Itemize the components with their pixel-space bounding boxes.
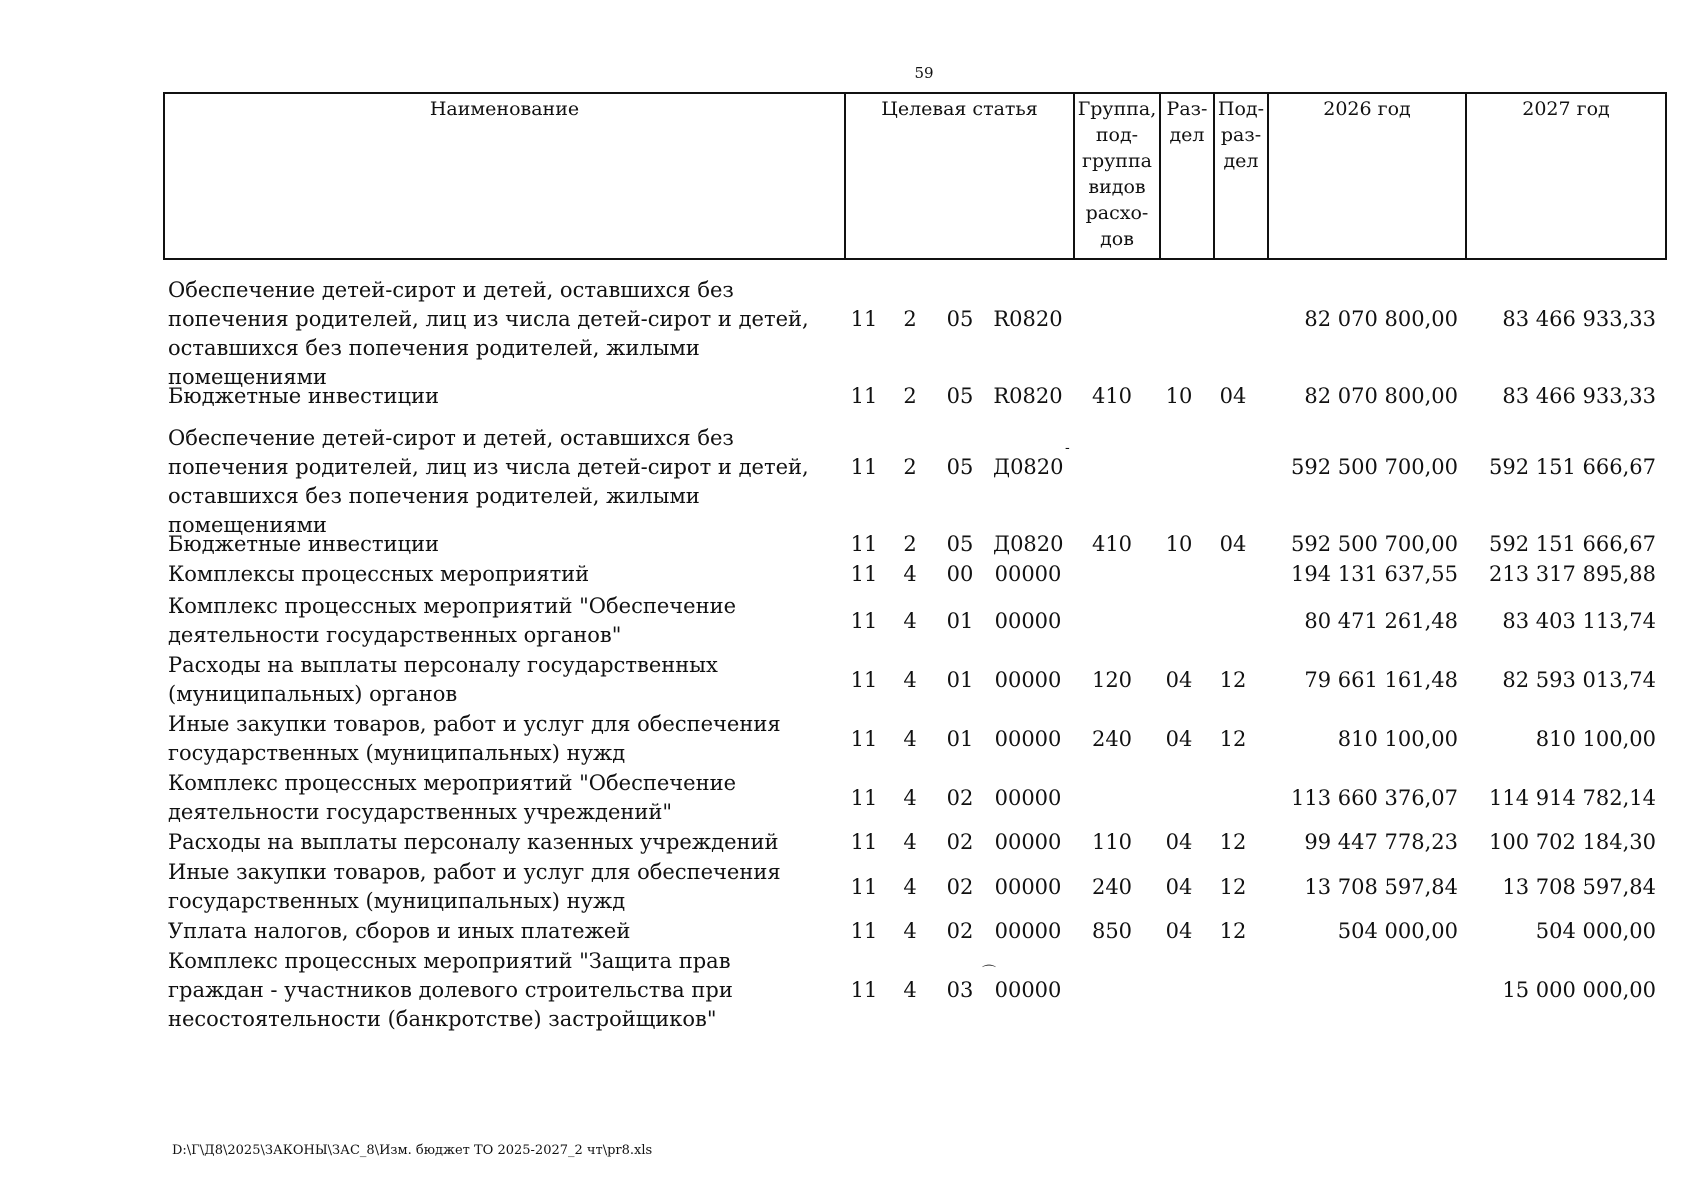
row-c4: 00000: [994, 786, 1062, 810]
row-c4: 00000: [994, 978, 1062, 1002]
pen-mark: ⌒: [982, 965, 996, 981]
row-group: 850: [1091, 919, 1133, 943]
row-y2026: 810 100,00: [1337, 727, 1458, 751]
row-group: 240: [1091, 875, 1133, 899]
header-year-2026: 2026 год: [1268, 93, 1466, 259]
row-c4: R0820: [993, 307, 1063, 331]
row-c4: 00000: [994, 668, 1062, 692]
row-name: Иные закупки товаров, работ и услуг для обеспечения государственных (муниципальных) нужд: [168, 860, 781, 913]
row-c3: 00: [946, 562, 974, 586]
row-y2026: 592 500 700,00: [1291, 455, 1458, 479]
row-c3: 03: [946, 978, 974, 1002]
row-y2026: 194 131 637,55: [1291, 562, 1458, 586]
row-c2: 4: [903, 786, 917, 810]
row-c3: 02: [946, 786, 974, 810]
row-y2026: 504 000,00: [1337, 919, 1458, 943]
row-subsection: 04: [1219, 384, 1247, 408]
row-c4: Д0820: [993, 455, 1064, 479]
row-y2027: 83 466 933,33: [1502, 384, 1656, 408]
row-name: Обеспечение детей-сирот и детей, оставшихся без попечения родителей, лиц из числа детей-сирот и детей, оставшихся без попечения родителей, жилыми помещениями: [168, 278, 809, 389]
row-c3: 01: [946, 727, 974, 751]
row-c1: 11: [850, 668, 878, 692]
pen-mark: -: [1065, 440, 1070, 456]
row-name: Комплексы процессных мероприятий: [168, 562, 590, 586]
row-y2027: 100 702 184,30: [1489, 830, 1656, 854]
row-y2027: 83 403 113,74: [1502, 609, 1656, 633]
row-name: Комплекс процессных мероприятий "Защита прав граждан - участников долевого строительства при несостоятельности (банкротстве) застройщиков": [168, 949, 733, 1031]
row-y2027: 213 317 895,88: [1489, 562, 1656, 586]
row-c1: 11: [850, 307, 878, 331]
row-y2026: 592 500 700,00: [1291, 532, 1458, 556]
row-subsection: 04: [1219, 532, 1247, 556]
row-c2: 4: [903, 668, 917, 692]
row-y2027: 504 000,00: [1535, 919, 1656, 943]
row-c2: 2: [903, 455, 917, 479]
row-c4: 00000: [994, 727, 1062, 751]
header-subsection: [1214, 93, 1268, 259]
row-y2027: 13 708 597,84: [1502, 875, 1656, 899]
row-c4: 00000: [994, 830, 1062, 854]
row-c4: 00000: [994, 919, 1062, 943]
row-name: Обеспечение детей-сирот и детей, оставшихся без попечения родителей, лиц из числа детей-сирот и детей, оставшихся без попечения родителей, жилыми помещениями: [168, 426, 809, 537]
row-group: 110: [1091, 830, 1133, 854]
row-c3: 05: [946, 455, 974, 479]
row-c2: 4: [903, 830, 917, 854]
row-name: Бюджетные инвестиции: [168, 384, 439, 408]
row-section: 04: [1165, 727, 1193, 751]
row-c4: 00000: [994, 609, 1062, 633]
row-c3: 05: [946, 307, 974, 331]
header-expense-group: [1074, 93, 1160, 259]
row-c1: 11: [850, 727, 878, 751]
header-year-2027: 2027 год: [1466, 93, 1666, 259]
row-name: Расходы на выплаты персоналу казенных учреждений: [168, 830, 779, 854]
row-c3: 05: [946, 532, 974, 556]
row-c1: 11: [850, 562, 878, 586]
row-c3: 01: [946, 609, 974, 633]
row-c1: 11: [850, 978, 878, 1002]
row-group: 410: [1091, 532, 1133, 556]
row-name: Бюджетные инвестиции: [168, 532, 439, 556]
row-name: Расходы на выплаты персоналу государственных (муниципальных) органов: [168, 653, 718, 706]
row-section: 04: [1165, 875, 1193, 899]
row-y2026: 80 471 261,48: [1304, 609, 1458, 633]
row-c1: 11: [850, 919, 878, 943]
row-c1: 11: [850, 455, 878, 479]
row-name: Комплекс процессных мероприятий "Обеспечение деятельности государственных органов": [168, 594, 737, 647]
page-number: 59: [914, 64, 934, 82]
row-name: Уплата налогов, сборов и иных платежей: [168, 919, 631, 943]
row-c1: 11: [850, 875, 878, 899]
row-y2026: 82 070 800,00: [1304, 307, 1458, 331]
row-name: Комплекс процессных мероприятий "Обеспечение деятельности государственных учреждений": [168, 771, 737, 824]
row-c4: 00000: [994, 875, 1062, 899]
row-group: 240: [1091, 727, 1133, 751]
row-c4: Д0820: [993, 532, 1064, 556]
row-c2: 2: [903, 532, 917, 556]
row-c4: R0820: [993, 384, 1063, 408]
row-subsection: 12: [1219, 919, 1247, 943]
row-y2027: 83 466 933,33: [1502, 307, 1656, 331]
row-c1: 11: [850, 830, 878, 854]
row-c2: 4: [903, 919, 917, 943]
row-c3: 05: [946, 384, 974, 408]
row-c1: 11: [850, 786, 878, 810]
row-c2: 2: [903, 307, 917, 331]
row-section: 10: [1165, 532, 1193, 556]
row-c3: 02: [946, 830, 974, 854]
row-y2026: 13 708 597,84: [1304, 875, 1458, 899]
row-section: 10: [1165, 384, 1193, 408]
row-group: 410: [1091, 384, 1133, 408]
row-y2026: 79 661 161,48: [1304, 668, 1458, 692]
row-c2: 4: [903, 727, 917, 751]
row-y2027: 592 151 666,67: [1489, 532, 1656, 556]
row-y2027: 592 151 666,67: [1489, 455, 1656, 479]
row-c3: 01: [946, 668, 974, 692]
row-subsection: 12: [1219, 830, 1247, 854]
row-y2027: 15 000 000,00: [1502, 978, 1656, 1002]
row-y2026: 99 447 778,23: [1304, 830, 1458, 854]
header-name: Наименование: [164, 93, 845, 259]
row-y2026: 82 070 800,00: [1304, 384, 1458, 408]
header-expense-group-text: Группа, под-группа видов расхо-дов: [1077, 98, 1157, 250]
row-y2026: 113 660 376,07: [1291, 786, 1458, 810]
row-c1: 11: [850, 384, 878, 408]
row-y2027: 82 593 013,74: [1502, 668, 1656, 692]
row-y2027: 114 914 782,14: [1489, 786, 1656, 810]
header-section-text: Раз-дел: [1166, 98, 1208, 146]
row-subsection: 12: [1219, 727, 1247, 751]
row-c1: 11: [850, 609, 878, 633]
row-c3: 02: [946, 919, 974, 943]
file-path-footer: D:\Г\Д8\2025\ЗАКОНЫ\ЗАС_8\Изм. бюджет ТО 2025-2027_2 чт\pr8.xls: [172, 1143, 653, 1158]
row-c1: 11: [850, 532, 878, 556]
row-group: 120: [1091, 668, 1133, 692]
row-c2: 4: [903, 978, 917, 1002]
row-section: 04: [1165, 830, 1193, 854]
header-target-article: Целевая статья: [845, 93, 1074, 259]
row-c2: 4: [903, 609, 917, 633]
header-section: [1160, 93, 1214, 259]
header-subsection-text: Под-раз-дел: [1217, 98, 1265, 172]
row-name: Иные закупки товаров, работ и услуг для обеспечения государственных (муниципальных) нужд: [168, 712, 781, 765]
row-section: 04: [1165, 919, 1193, 943]
row-c4: 00000: [994, 562, 1062, 586]
row-subsection: 12: [1219, 668, 1247, 692]
row-subsection: 12: [1219, 875, 1247, 899]
table-header: [163, 92, 1667, 260]
row-c3: 02: [946, 875, 974, 899]
row-c2: 2: [903, 384, 917, 408]
row-section: 04: [1165, 668, 1193, 692]
row-y2027: 810 100,00: [1535, 727, 1656, 751]
row-c2: 4: [903, 875, 917, 899]
row-c2: 4: [903, 562, 917, 586]
